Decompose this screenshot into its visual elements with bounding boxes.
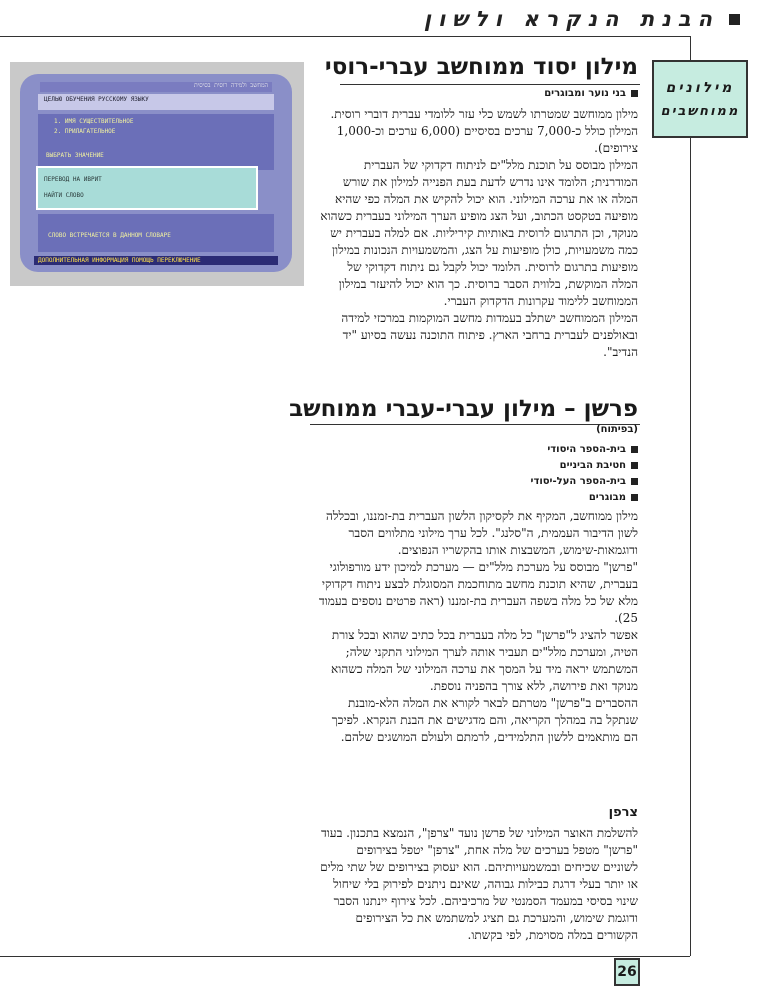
article2-paragraph: "פרשן" מבוסס על מערכת מלל"ים — מערכת למיכון ידע מורפולוגי בעברית, שהיא תוכנת מחשב מתוחכמת המסוגלת לבצע ניתוח דקדוקי מלא של כל מלה בשפה העברית בת-זמננו (ראה פרטים נוספים בעמוד 25). (318, 560, 638, 625)
software-screenshot (10, 62, 304, 286)
article2-title: פרשן – מילון עברי-עברי ממוחשב (289, 396, 638, 422)
article1-audience-text: בני נוער ומבוגרים (544, 88, 626, 99)
monitor-screen (20, 74, 292, 272)
screen-line: 1. ИМЯ СУЩЕСТВИТЕЛЬНОЕ (54, 118, 134, 125)
bullet-square-icon (631, 90, 638, 97)
article2-audience-list (531, 442, 639, 506)
screen-dialog-line: ПЕРЕВОД НА ИВРИТ (44, 176, 102, 183)
article2-paragraph: מילון ממוחשב, המקיף את לקסיקון הלשון העברית בת-זמננו, ובכללה לשון הדיבור העממית, ה"סלנג". לכל ערך מילוני מתלווים הסבר ודוגמאות-שימוש, המשבצות אותו בהקשריו הנפוצים. (325, 509, 638, 557)
section-tab (652, 60, 748, 138)
screen-panel (38, 114, 274, 170)
audience-item-text: מבוגרים (588, 492, 626, 503)
article1-title: מילון יסוד ממוחשב עברי-רוסי (324, 54, 638, 80)
bullet-square-icon (631, 462, 638, 469)
bullet-square-icon (631, 446, 638, 453)
screen-dialog-line: НАЙТИ СЛОВО (44, 192, 84, 199)
tsarfan-section (318, 804, 638, 944)
top-rule (0, 36, 690, 37)
bullet-square-icon (631, 494, 638, 501)
page-number: 26 (614, 958, 640, 986)
audience-item (531, 458, 639, 474)
article2-paragraph: ההסברים ב"פרשן" מטרתם לבאר לקורא את המלה הלא-מובנת שנתקל בה במהלך הקריאה, והם מדגישים את הבנת הנקרא. לפיכך הם מותאמים ללשון התלמידים, לרמתם ולעולם המושגים שלהם. (331, 696, 638, 744)
audience-item (531, 490, 639, 506)
screen-line: СЛОВО ВСТРЕЧАЕТСЯ В ДАННОМ СЛОВАРЕ (48, 232, 171, 239)
article1-audience (544, 88, 638, 99)
header-title: הבנת הנקרא ולשון (423, 7, 719, 31)
audience-item-text: חטיבת הביניים (559, 460, 626, 471)
screen-title: המחשב ולמידה רוסית בסיסית (40, 82, 272, 92)
running-header (300, 4, 740, 34)
bullet-square-icon (631, 478, 638, 485)
audience-item (531, 474, 639, 490)
article1-paragraph: המילון מבוסס על תוכנת מלל"ים לניתוח דקדוקי של העברית המודרנית; הלומד אינו נדרש לדעת בעת הפנייה למילון את שורש המלה או את ערכה המילוני. הוא יכול להקיש את המלה כפי שהיא מופיעה בטקסט הכתוב, ועל הצג מופיע הערך המילוני בעברית כשהוא מנוקד, וכן התרגום לרוסית באותיות קיריליות. אם למלה בעברית יש כמה משמעויות, כולן מופיעות על הצג, והמשמעויות הנכונות במילון מופיעות בתרגום לרוסית. הלומד יכול לקבל גם ניתוח דקדוקי של המלה המוקשת, בלווית הסבר ברוסית. כך הוא יכול להיעזר במילון הממוחשב ללימוד עקרונות הדקדוק העברי. (320, 158, 638, 308)
article1-paragraph: המילון הממוחשב ישתלב בעמדות מחשב המוקמות במרכזי למידה ובאולפנים לעברית ברחבי הארץ. פיתוח התוכנה נעשה בסיוע "יד הנדיב". (341, 311, 638, 359)
section-tab-line1: מילונים (665, 80, 735, 96)
article2-status: (בפיתוח) (596, 424, 638, 435)
section-tab-line2: ממוחשבים (660, 104, 740, 119)
audience-item-text: בית-הספר היסודי (547, 444, 626, 455)
screen-input-bar: ЦЕЛЬЮ ОБУЧЕНИЯ РУССКОМУ ЯЗЫКУ (38, 94, 274, 110)
screen-panel-lower (38, 214, 274, 252)
article1-body (318, 106, 638, 361)
screen-line: ВЫБРАТЬ ЗНАЧЕНИЕ (46, 152, 104, 159)
article1-title-rule (340, 84, 640, 85)
screen-status-bar: ДОПОЛНИТЕЛЬНАЯ ИНФОРМАЦИЯ ПОМОЩЬ ПЕРЕКЛЮЧЕНИЕ (34, 256, 278, 265)
screen-line: 2. ПРИЛАГАТЕЛЬНОЕ (54, 128, 116, 135)
tsarfan-paragraph: להשלמת האוצר המילוני של פרשן נועד "צרפן", הנמצא בתכנון. בעוד "פרשן" מטפל בערכים של מלה אחת, "צרפן" יטפל בצירופים לשוניים שכיחים ובמשמעויותיהם. הוא יעסוק בצירופים של שתי מלים או יותר בעלי דרגת כבילות גבוהה, שאינם ניתנים לפירוק בלי שיחול שינוי בסיסי במעמד הסמנטי של מרכיביהם. לכל צירוף יינתנו הסבר ודוגמת שימוש, והמערכת גם תציג למשתמש את כל הצירופים הקשורים במלה מסוימת, לפי בקשתו. (320, 826, 638, 942)
article2-body (318, 508, 638, 746)
tsarfan-heading: צרפן (608, 805, 638, 820)
header-square-icon (729, 14, 740, 25)
article1-paragraph: מילון ממוחשב שמטרתו לשמש כלי עזר ללומדי עברית דוברי רוסית. המילון כולל כ-7,000 ערכים בסיסיים (6,000 ערכים וכ-1,000 צירופים). (330, 107, 638, 155)
bottom-rule (0, 956, 690, 957)
screen-dialog (36, 166, 258, 210)
audience-item-text: בית-הספר העל-יסודי (530, 476, 626, 487)
article2-paragraph: אפשר להציג ל"פרשן" כל מלה בעברית בכל כתיב שהוא ובכל צורת הטיה, ומערכת מלל"ים תעביר אותה לערך המילוני התקני שלה; המשתמש יראה מיד על המסך את ערכה המילוני של המלה כשהוא מנוקד ואת פירושה, ללא צורך בהפניה נוספת. (331, 628, 638, 693)
right-rule (690, 36, 691, 956)
article2-title-rule (310, 424, 640, 425)
audience-item (531, 442, 639, 458)
